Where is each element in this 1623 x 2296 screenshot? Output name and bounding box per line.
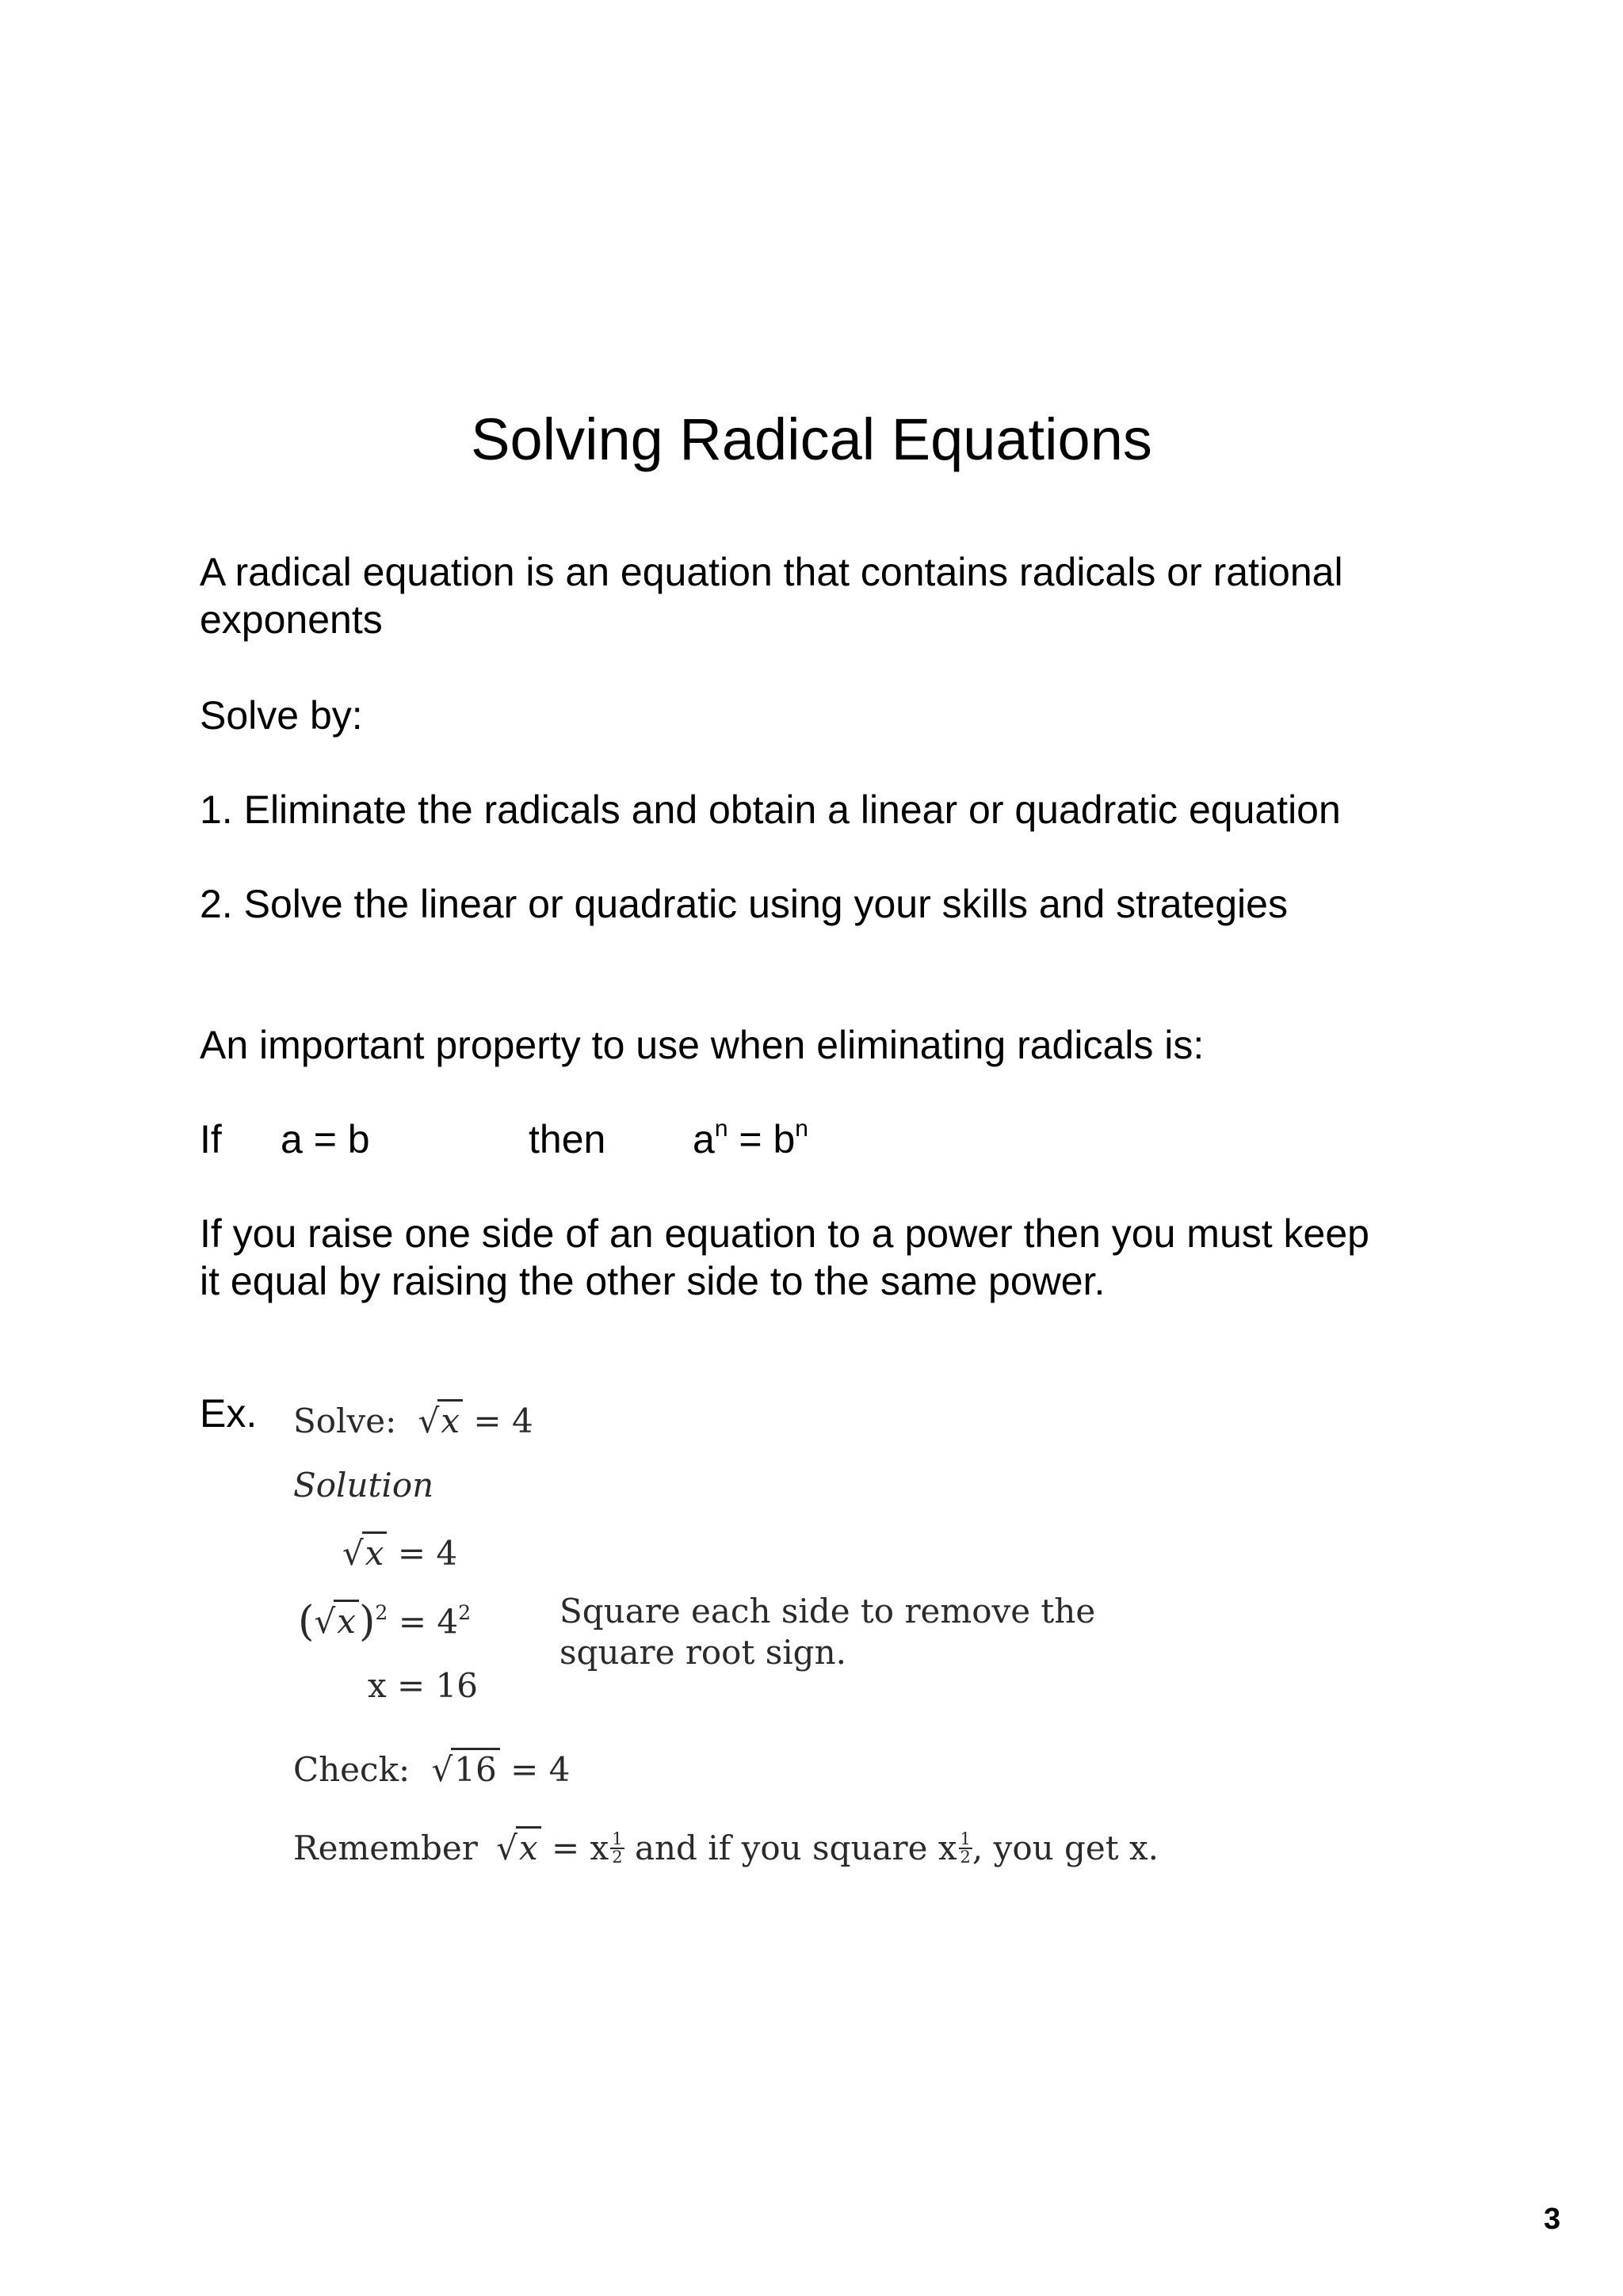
exponent-n: n (795, 1116, 808, 1142)
note-line-2: square root sign. (559, 1633, 846, 1672)
explanation-line-1: If you raise one side of an equation to a power then you must keep (200, 1211, 1369, 1256)
remember-end: , you get x. (972, 1829, 1159, 1867)
radical-x: √x (314, 1600, 358, 1641)
definition-line-1: A radical equation is an equation that contains radicals or rational (200, 550, 1343, 594)
squared-exponent: 2 (375, 1600, 388, 1624)
remember-line (293, 1826, 1159, 1867)
radical-16: √16 (432, 1748, 500, 1789)
radical-x: √x (342, 1531, 387, 1573)
property-lhs: a = b (281, 1117, 370, 1161)
squared-exponent: 2 (458, 1600, 472, 1624)
solve-label: Solve: (293, 1402, 397, 1440)
solve-rhs: = 4 (473, 1402, 533, 1440)
solution-step-2: $(√x)^2 = 4^2$ (298, 1597, 472, 1646)
radical-x: √x (496, 1826, 540, 1867)
property-then: then (529, 1117, 606, 1161)
property-if: If (200, 1117, 222, 1161)
page-number: 3 (1544, 2203, 1561, 2236)
solution-note (559, 1591, 1095, 1673)
equals-sign: = (727, 1117, 773, 1161)
definition-line-2: exponents (200, 597, 383, 642)
exponent-n: n (714, 1116, 728, 1142)
remember-eq: = x (540, 1829, 609, 1867)
explanation-text (200, 1210, 1369, 1305)
remember-label: Remember (293, 1829, 478, 1867)
check-line (293, 1748, 570, 1789)
check-label: Check: (293, 1750, 411, 1789)
base-b: b (773, 1117, 796, 1161)
note-line-1: Square each side to remove the (559, 1592, 1096, 1630)
fraction-half: $\frac{1}{2}$ (612, 1829, 623, 1867)
step-1-rhs: = 4 (397, 1534, 458, 1573)
step-1: 1. Eliminate the radicals and obtain a linear or quadratic equation (200, 788, 1341, 832)
page-title: Solving Radical Equations (471, 406, 1152, 472)
remember-mid: and if you square x (624, 1829, 957, 1867)
definition-text (200, 548, 1343, 643)
explanation-line-2: it equal by raising the other side to the same power. (200, 1259, 1106, 1303)
solution-label: Solution (293, 1466, 434, 1505)
property-intro: An important property to use when eliminating radicals is: (200, 1023, 1205, 1067)
solution-result: x = 16 (368, 1666, 479, 1705)
property-rhs (693, 1116, 808, 1163)
solve-by-label: Solve by: (200, 693, 363, 738)
solution-step-1 (342, 1531, 457, 1573)
example-label: Ex. (200, 1391, 258, 1436)
radical-x: √x (418, 1399, 463, 1440)
step-2-rhs: = 4 (398, 1602, 459, 1642)
check-rhs: = 4 (510, 1750, 571, 1789)
step-2: 2. Solve the linear or quadratic using your skills and strategies (200, 882, 1288, 926)
base-a: a (693, 1117, 715, 1161)
fraction-half: $\frac{1}{2}$ (960, 1829, 971, 1867)
example-solve-line (293, 1399, 533, 1440)
